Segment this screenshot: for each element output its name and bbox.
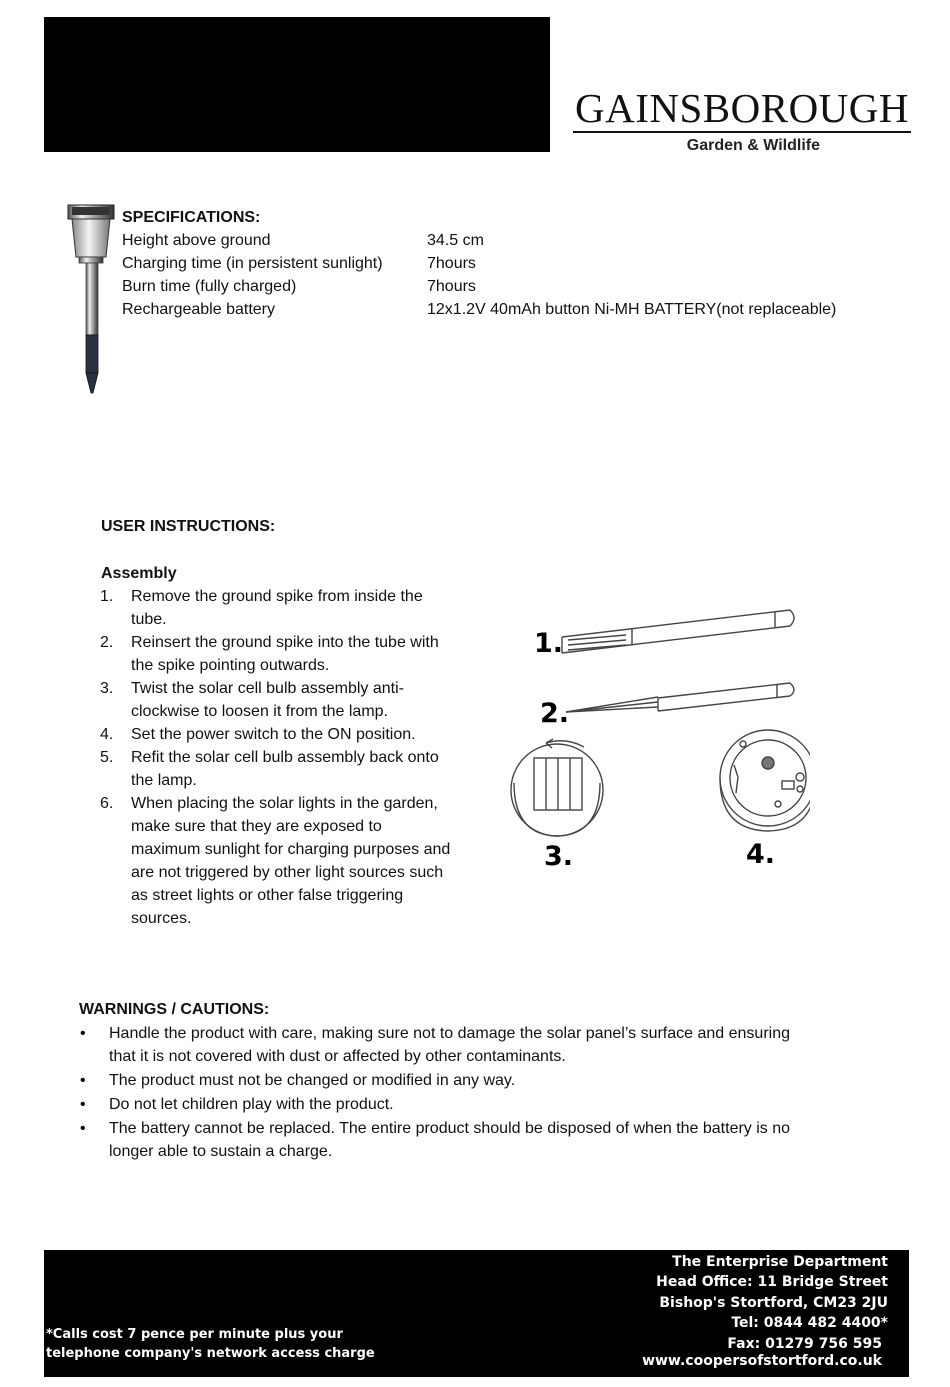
spec-label-height: Height above ground	[122, 232, 271, 249]
step-text: Refit the solar cell bulb assembly back onto the lamp.	[131, 749, 439, 789]
step-text: Set the power switch to the ON position.	[131, 726, 416, 743]
diagram-label-3: 3.	[544, 841, 574, 872]
brand-tagline: Garden & Wildlife	[686, 137, 820, 154]
step-number: 1.	[100, 588, 114, 605]
footer-head-office: Head Office: 11 Bridge Street	[656, 1274, 888, 1290]
warning-item: The battery cannot be replaced. The entire product should be disposed of when the battery is no longer able to sustain a charge.	[109, 1120, 791, 1160]
warning-item: Handle the product with care, making sure not to damage the solar panel’s surface and ensuring that it is not covered with dust or affected by other contaminants.	[109, 1025, 790, 1065]
spec-value-charging: 7hours	[427, 255, 476, 272]
spec-label-burn: Burn time (fully charged)	[122, 278, 297, 295]
warning-item: The product must not be changed or modified in any way.	[109, 1072, 516, 1089]
warnings-title: WARNINGS / CAUTIONS:	[79, 1001, 270, 1018]
step-number: 5.	[100, 749, 114, 766]
footer-website: www.coopersofstortford.co.uk	[642, 1353, 882, 1369]
footer-tel: Tel: 0844 482 4400*	[731, 1315, 888, 1331]
step-text: When placing the solar lights in the garden, make sure that they are exposed to maximum sunlight for charging purposes and are not triggered by other light sources such as street lights or other false triggering sources.	[131, 795, 451, 927]
solar-lamp-image	[66, 203, 116, 395]
step-number: 3.	[100, 680, 114, 697]
assembly-diagram	[500, 595, 810, 880]
diagram-step-2	[566, 683, 794, 712]
spec-value-height: 34.5 cm	[427, 232, 484, 249]
diagram-step-3	[511, 739, 603, 836]
diagram-label-1: 1.	[534, 628, 564, 659]
diagram-step-4	[720, 730, 810, 831]
bullet: •	[80, 1096, 86, 1113]
bullet: •	[80, 1120, 86, 1137]
assembly-title: Assembly	[101, 565, 177, 582]
diagram-step-1	[562, 610, 794, 653]
step-text: Reinsert the ground spike into the tube with the spike pointing outwards.	[131, 634, 439, 674]
spec-label-battery: Rechargeable battery	[122, 301, 275, 318]
user-instructions-title: USER INSTRUCTIONS:	[101, 518, 276, 535]
footer-town: Bishop's Stortford, CM23 2JU	[659, 1295, 888, 1311]
step-number: 6.	[100, 795, 114, 812]
step-number: 4.	[100, 726, 114, 743]
footer-fax: Fax: 01279 756 595	[727, 1336, 882, 1352]
bullet: •	[80, 1072, 86, 1089]
header-black-band	[44, 17, 550, 152]
spec-label-charging: Charging time (in persistent sunlight)	[122, 255, 383, 272]
bullet: •	[80, 1025, 86, 1042]
brand-logo	[572, 86, 912, 155]
step-text: Twist the solar cell bulb assembly anti- clockwise to loosen it from the lamp.	[131, 680, 404, 720]
footer-call-cost-note: *Calls cost 7 pence per minute plus your telephone company's network access charge	[46, 1327, 375, 1361]
step-text: Remove the ground spike from inside the tube.	[131, 588, 423, 628]
spec-value-battery: 12x1.2V 40mAh button Ni-MH BATTERY(not replaceable)	[427, 301, 837, 318]
diagram-label-2: 2.	[540, 698, 570, 729]
diagram-label-4: 4.	[746, 839, 776, 870]
footer-department: The Enterprise Department	[672, 1254, 888, 1270]
specifications-title: SPECIFICATIONS:	[122, 209, 261, 226]
brand-name: GAINSBOROUGH	[574, 85, 910, 131]
spec-value-burn: 7hours	[427, 278, 476, 295]
warning-item: Do not let children play with the product.	[109, 1096, 394, 1113]
step-number: 2.	[100, 634, 114, 651]
